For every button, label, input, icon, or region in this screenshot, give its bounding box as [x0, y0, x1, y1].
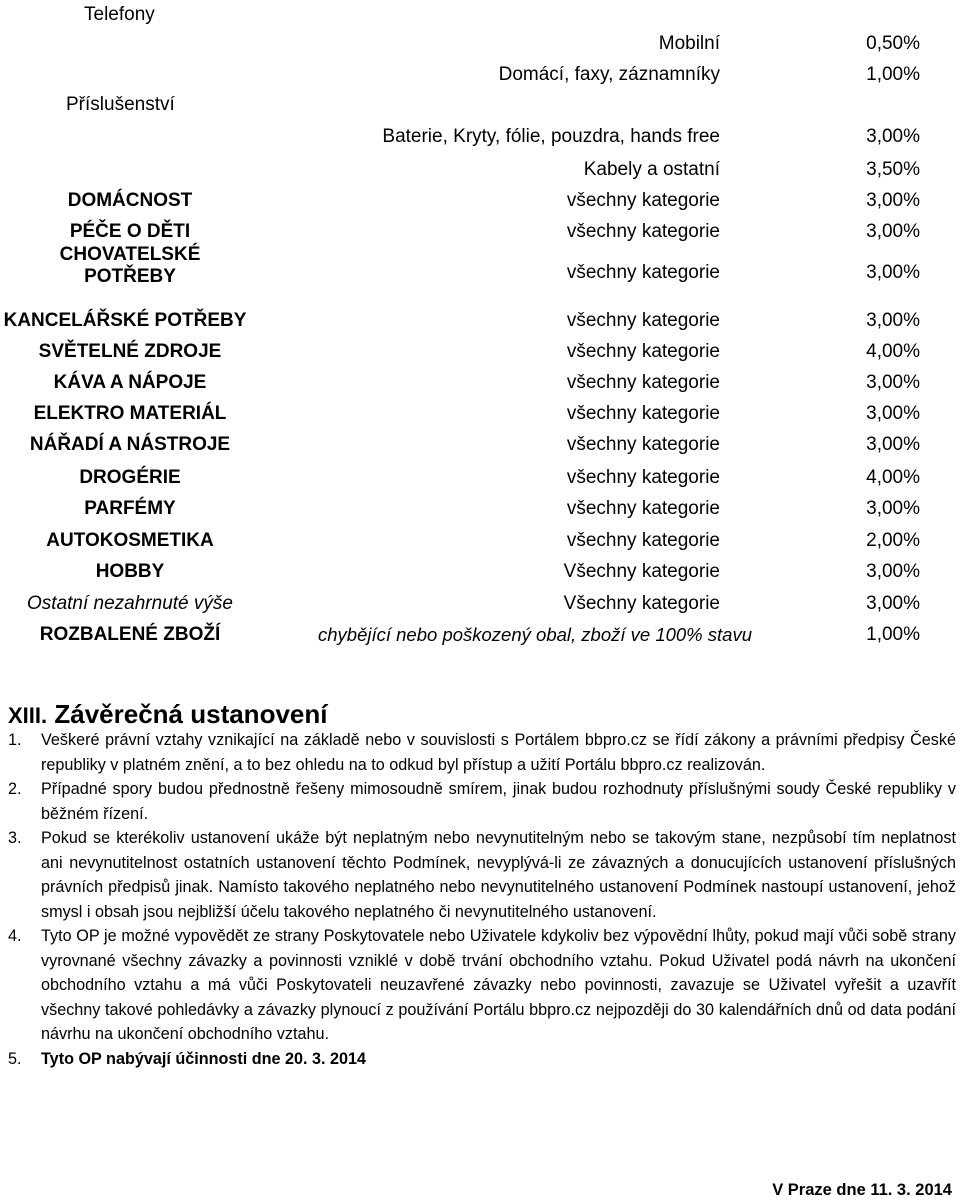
table-row — [0, 122, 960, 152]
category-cell — [0, 244, 260, 288]
category-cell: PARFÉMY — [84, 498, 176, 519]
table-row — [0, 217, 960, 247]
table-row — [0, 589, 960, 619]
table-row — [0, 155, 960, 185]
telefony-label: Telefony — [84, 4, 155, 25]
rate-cell: 1,00% — [866, 64, 920, 85]
rate-cell: 3,00% — [866, 593, 920, 614]
rate-cell: 3,00% — [866, 434, 920, 455]
prislusenstvi-label: Příslušenství — [66, 94, 175, 115]
table-row — [0, 368, 960, 398]
list-item — [8, 826, 956, 924]
table-row — [0, 244, 960, 288]
category-cell: KANCELÁŘSKÉ POTŘEBY — [3, 310, 247, 331]
subcategory-cell: Kabely a ostatní — [583, 159, 720, 180]
rate-cell: 3,00% — [866, 372, 920, 393]
category-cell: Ostatní nezahrnuté výše — [27, 593, 233, 614]
list-item — [8, 777, 956, 826]
date-signature: V Praze dne 11. 3. 2014 — [772, 1181, 952, 1199]
clause-text: Veškeré právní vztahy vznikající na základě nebo v souvislosti s Portálem bbpro.cz se řídí zákony a právními předpisy České republiky v platném znění, a to bez ohledu na to odkud byl přístup a užití Portálu bbpro.cz realizován. — [41, 731, 956, 774]
table-row — [0, 0, 960, 30]
subcategory-cell: Všechny kategorie — [563, 593, 720, 614]
table-row — [0, 463, 960, 493]
clause-list — [8, 728, 956, 1071]
category-cell: KÁVA A NÁPOJE — [53, 372, 207, 393]
category-cell: AUTOKOSMETIKA — [46, 530, 214, 551]
subcategory-cell: všechny kategorie — [566, 498, 720, 519]
table-row — [0, 399, 960, 429]
table-row — [0, 620, 960, 650]
rate-cell: 3,50% — [866, 159, 920, 180]
subcategory-cell: všechny kategorie — [566, 467, 720, 488]
category-cell: ELEKTRO MATERIÁL — [33, 403, 227, 424]
clause-number: 2. — [8, 780, 22, 798]
subcategory-cell: všechny kategorie — [566, 190, 720, 211]
clause-number: 4. — [8, 927, 22, 945]
list-item — [8, 1047, 956, 1072]
subcategory-cell: Všechny kategorie — [563, 561, 720, 582]
rate-cell: 3,00% — [866, 310, 920, 331]
subcategory-cell: Domácí, faxy, záznamníky — [498, 64, 720, 85]
rate-cell: 1,00% — [866, 624, 920, 645]
rate-cell: 3,00% — [866, 126, 920, 147]
category-cell: NÁŘADÍ A NÁSTROJE — [29, 434, 231, 455]
clause-text: Případné spory budou přednostně řešeny mimosoudně smírem, jinak budou rozhodnuty příslušnými soudy České republiky v běžném řízení. — [41, 780, 956, 823]
table-row — [0, 60, 960, 90]
subcategory-cell: chybějící nebo poškozený obal, zboží ve 100% stavu — [318, 624, 752, 645]
rate-cell: 3,00% — [866, 403, 920, 424]
rate-cell: 3,00% — [866, 498, 920, 519]
category-cell: DOMÁCNOST — [67, 190, 193, 211]
clause-number: 1. — [8, 731, 22, 749]
table-row — [0, 337, 960, 367]
rate-cell: 3,00% — [866, 190, 920, 211]
subcategory-cell: Baterie, Kryty, fólie, pouzdra, hands free — [382, 126, 720, 147]
table-row — [0, 29, 960, 59]
table-row — [0, 430, 960, 460]
category-line: CHOVATELSKÉ — [59, 244, 201, 265]
table-row — [0, 494, 960, 524]
table-row — [0, 526, 960, 556]
list-item — [8, 924, 956, 1047]
category-cell: SVĚTELNÉ ZDROJE — [38, 341, 222, 362]
rate-cell: 4,00% — [866, 341, 920, 362]
category-cell: DROGÉRIE — [79, 467, 181, 488]
clause-text: Tyto OP nabývají účinnosti dne 20. 3. 2014 — [41, 1049, 367, 1068]
subcategory-cell: všechny kategorie — [566, 221, 720, 242]
clause-number: 5. — [8, 1049, 22, 1068]
category-cell: HOBBY — [95, 561, 165, 582]
rate-cell: 3,00% — [866, 221, 920, 242]
clause-number: 3. — [8, 829, 22, 847]
clause-text: Pokud se kterékoliv ustanovení ukáže být neplatným nebo nevynutitelným nebo se takovým stane, nezpůsobí tím neplatnost ani nevynutitelnost ostatních ustanovení těchto Podmínek, nevyplývá-li ze závazných a donucujících ustanovení příslušných právních předpisů jinak. Namísto takového neplatného nebo nevynutitelného ustanovení Podmínek nastoupí ustanovení, jehož smysl i obsah jsou nejbližší účelu takového neplatného či nevynutitelného ustanovení. — [41, 829, 956, 921]
subcategory-cell: všechny kategorie — [566, 530, 720, 551]
subcategory-cell: Mobilní — [658, 33, 720, 54]
section-number: XIII. — [8, 703, 48, 728]
category-line: POTŘEBY — [84, 266, 176, 287]
table-row — [0, 557, 960, 587]
category-cell: ROZBALENÉ ZBOŽÍ — [39, 624, 221, 645]
table-row — [0, 90, 960, 120]
subcategory-cell: všechny kategorie — [566, 372, 720, 393]
subcategory-cell: všechny kategorie — [566, 434, 720, 455]
category-cell: PÉČE O DĚTI — [69, 221, 191, 242]
rate-cell: 3,00% — [866, 262, 920, 283]
section-title: Závěrečná ustanovení — [54, 699, 328, 729]
rate-cell: 3,00% — [866, 561, 920, 582]
subcategory-cell: všechny kategorie — [566, 262, 720, 283]
subcategory-cell: všechny kategorie — [566, 310, 720, 331]
rate-cell: 0,50% — [866, 33, 920, 54]
rate-cell: 4,00% — [866, 467, 920, 488]
clause-text: Tyto OP je možné vypovědět ze strany Poskytovatele nebo Uživatele kdykoliv bez výpovědní lhůty, pokud mají vůči sobě strany vyrovnané všechny závazky a povinnosti vzniklé v době trvání obchodního vztahu. Pokud Uživatel podá návrh na ukončení obchodního vztahu a má vůči Poskytovateli neuzavřené závazky nebo povinnosti, zavazuje se Uživatel vyřešit a uzavřít všechny takové pohledávky a závazky plynoucí z používání Portálu bbpro.cz nejpozději do 30 kalendářních dnů od data podání návrhu na ukončení obchodního vztahu. — [41, 927, 956, 1043]
table-row — [0, 306, 960, 336]
table-row — [0, 186, 960, 216]
subcategory-cell: všechny kategorie — [566, 403, 720, 424]
rate-cell: 2,00% — [866, 530, 920, 551]
subcategory-cell: všechny kategorie — [566, 341, 720, 362]
list-item — [8, 728, 956, 777]
